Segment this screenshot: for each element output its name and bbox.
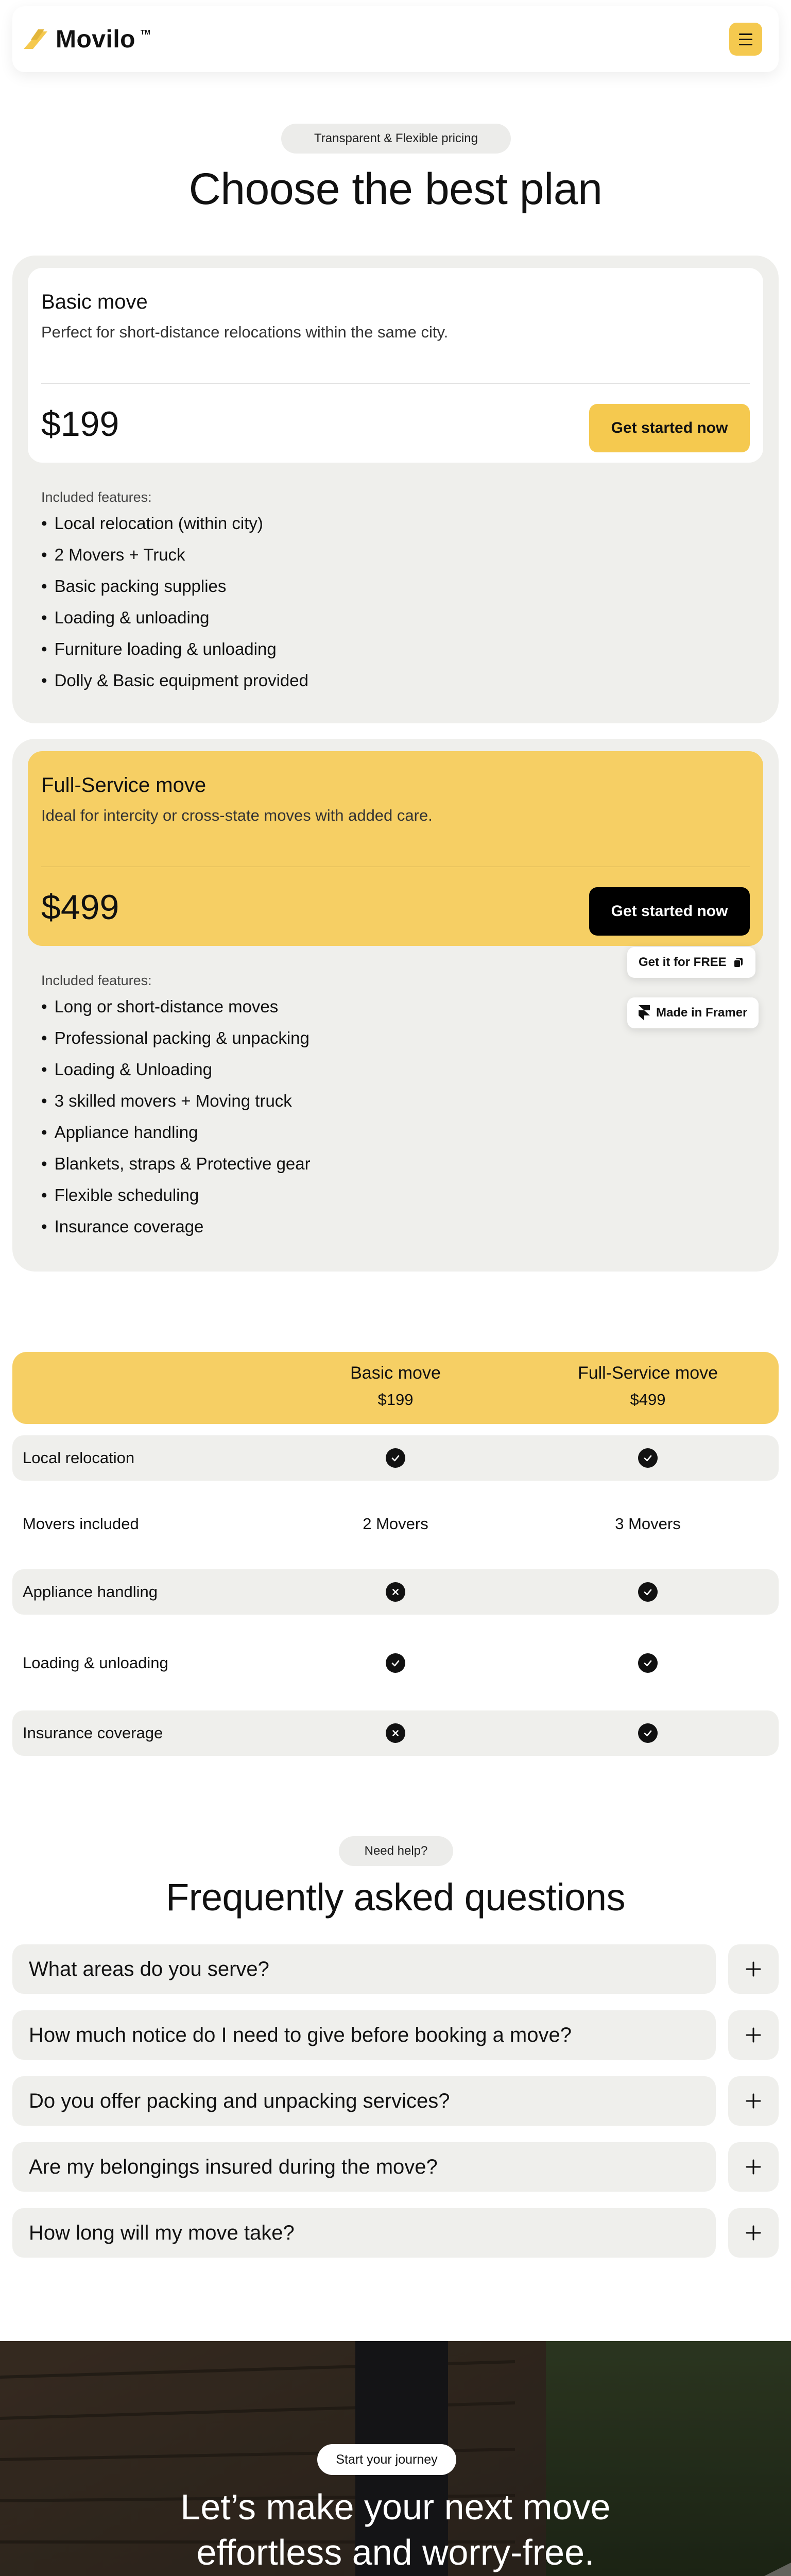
plus-icon[interactable] (728, 2142, 779, 2192)
check-icon (386, 1448, 405, 1468)
site-header (12, 6, 779, 72)
pricing-title: Choose the best plan (188, 164, 603, 214)
plan-name: Basic move (41, 291, 148, 313)
row-label: Local relocation (23, 1449, 135, 1467)
row-label: Appliance handling (23, 1583, 158, 1601)
check-icon (638, 1582, 658, 1602)
plan-basic-header (28, 268, 763, 463)
list-item: • Flexible scheduling (41, 1184, 311, 1215)
table-row (12, 1501, 779, 1547)
cta-pill: Start your journey (317, 2444, 456, 2475)
table-row (12, 1435, 779, 1481)
row-label: Loading & unloading (23, 1654, 168, 1672)
plus-icon[interactable] (728, 2010, 779, 2060)
cell-full (519, 1710, 777, 1756)
row-label: Movers included (23, 1515, 139, 1533)
row-label: Insurance coverage (23, 1724, 163, 1742)
cell-full (519, 1435, 777, 1481)
cross-icon (386, 1723, 405, 1743)
column-price: $499 (630, 1391, 666, 1409)
cross-icon (386, 1582, 405, 1602)
list-item: • Appliance handling (41, 1121, 311, 1153)
list-item: • Insurance coverage (41, 1215, 311, 1247)
cta-title (0, 2484, 791, 2575)
plan-description: Perfect for short-distance relocations within the same city. (41, 323, 449, 341)
list-item: • 3 skilled movers + Moving truck (41, 1090, 311, 1121)
comparison-header (12, 1352, 779, 1424)
plus-icon[interactable] (728, 2076, 779, 2126)
table-row (12, 1710, 779, 1756)
cell-basic: 2 Movers (363, 1515, 428, 1533)
get-started-button[interactable]: Get started now (589, 887, 750, 936)
faq-question[interactable]: Do you offer packing and unpacking services? (12, 2076, 716, 2126)
plus-icon[interactable] (728, 2208, 779, 2258)
list-item: • Furniture loading & unloading (41, 638, 308, 669)
list-item: • Blankets, straps & Protective gear (41, 1153, 311, 1184)
compare-column-basic (267, 1363, 524, 1409)
logo[interactable] (24, 25, 150, 54)
feature-list (41, 512, 308, 701)
hamburger-menu-icon[interactable] (729, 23, 762, 56)
faq-question[interactable]: Are my belongings insured during the move? (12, 2142, 716, 2192)
list-item: • 2 Movers + Truck (41, 544, 308, 575)
list-item: • Professional packing & unpacking (41, 1027, 311, 1058)
compare-column-full (519, 1363, 777, 1409)
faq-question[interactable]: What areas do you serve? (12, 1944, 716, 1994)
cell-basic (267, 1435, 524, 1481)
faq-pill: Need help? (339, 1836, 453, 1866)
plan-description: Ideal for intercity or cross-state moves with added care. (41, 806, 433, 824)
plan-price: $199 (41, 404, 119, 444)
faq-title: Frequently asked questions (166, 1876, 625, 1919)
cell-basic (267, 1640, 524, 1686)
features-title: Included features: (41, 973, 152, 988)
logo-icon (24, 28, 50, 49)
get-it-free-badge[interactable] (627, 947, 755, 978)
feature-list (41, 995, 311, 1247)
cell-basic (267, 1710, 524, 1756)
plan-name: Full-Service move (41, 774, 207, 796)
list-item: • Dolly & Basic equipment provided (41, 669, 308, 701)
cta-title-line: effortless and worry-free. (196, 2532, 595, 2572)
list-item: • Loading & unloading (41, 606, 308, 638)
badge-label: Get it for FREE (639, 955, 727, 969)
divider (41, 383, 750, 384)
table-row (12, 1569, 779, 1615)
list-item: • Local relocation (within city) (41, 512, 308, 544)
made-in-framer-badge[interactable] (627, 997, 759, 1028)
faq-question[interactable]: How long will my move take? (12, 2208, 716, 2258)
logo-trademark: TM (141, 28, 150, 36)
table-row (12, 1640, 779, 1686)
badge-label: Made in Framer (656, 1006, 748, 1020)
column-price: $199 (377, 1391, 414, 1409)
framer-icon (639, 1005, 650, 1021)
faq-question[interactable]: How much notice do I need to give before booking a move? (12, 2010, 716, 2060)
list-item: • Basic packing supplies (41, 575, 308, 606)
column-name: Basic move (350, 1363, 441, 1383)
features-title: Included features: (41, 489, 152, 505)
cell-basic (267, 1569, 524, 1615)
cta-section (0, 2341, 791, 2576)
check-icon (638, 1653, 658, 1673)
cell-full: 3 Movers (615, 1515, 681, 1533)
cta-title-line: Let’s make your next move (180, 2487, 611, 2527)
column-name: Full-Service move (577, 1363, 718, 1383)
cell-full (519, 1569, 777, 1615)
cell-full (519, 1640, 777, 1686)
plan-card-basic (12, 256, 779, 723)
check-icon (638, 1448, 658, 1468)
list-item: • Loading & Unloading (41, 1058, 311, 1090)
plan-price: $499 (41, 888, 119, 927)
pricing-pill: Transparent & Flexible pricing (281, 124, 511, 154)
check-icon (638, 1723, 658, 1743)
copy-icon (733, 957, 744, 968)
check-icon (386, 1653, 405, 1673)
plan-full-header (28, 751, 763, 946)
get-started-button[interactable]: Get started now (589, 404, 750, 452)
plus-icon[interactable] (728, 1944, 779, 1994)
logo-text: Movilo (56, 25, 135, 53)
list-item: • Long or short-distance moves (41, 995, 311, 1027)
